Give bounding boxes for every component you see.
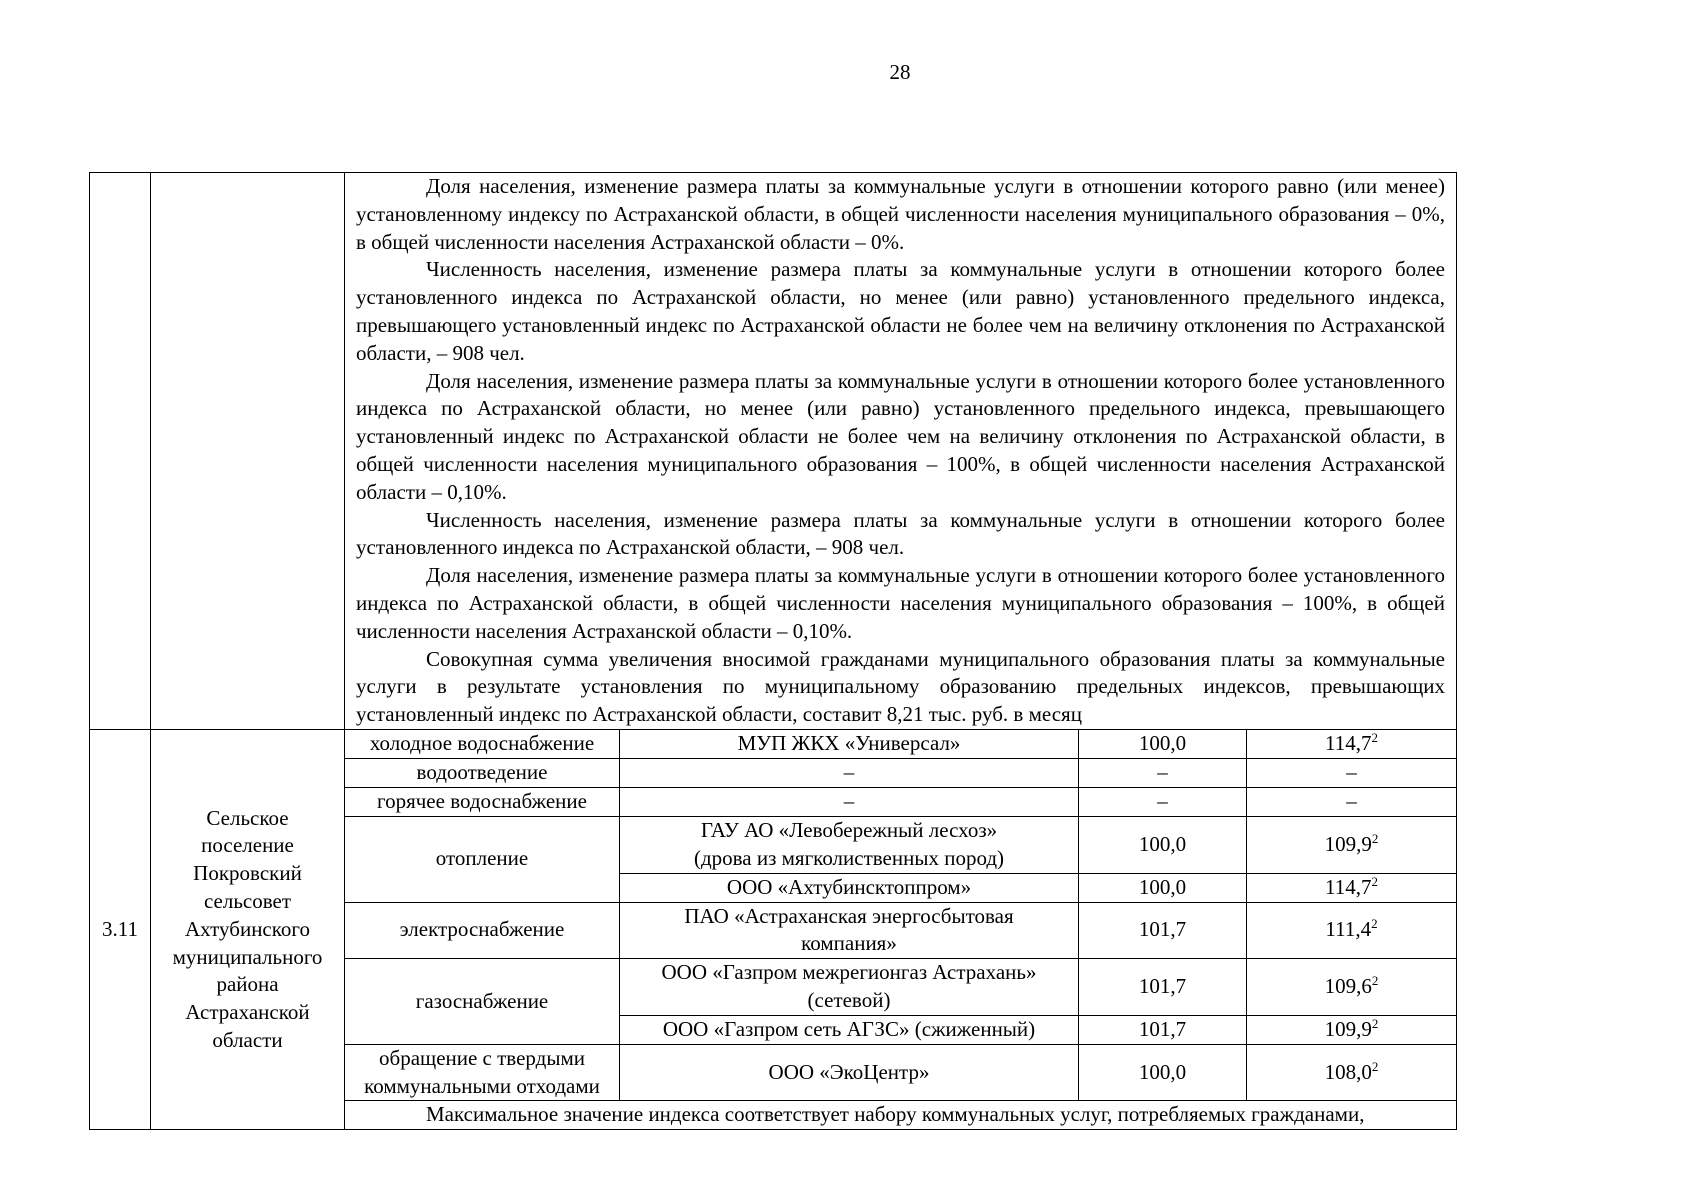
service-name: горячее водоснабжение	[345, 787, 620, 816]
conclusion-text-cell	[345, 1101, 1457, 1130]
max-index-value: 109,9	[1324, 831, 1372, 856]
max-index-value: 111,4	[1325, 917, 1372, 942]
footnote-mark: 2	[1371, 1058, 1379, 1074]
base-index: 100,0	[1079, 873, 1247, 902]
municipality-name: Сельское поселение Покровский сельсовет Ахтубинского муниципального района Астраханской области	[151, 729, 345, 1129]
max-index	[1247, 873, 1457, 902]
service-name: электроснабжение	[345, 902, 620, 959]
max-index	[1247, 1015, 1457, 1044]
service-name: водоотведение	[345, 758, 620, 787]
summary-paragraph: Совокупная сумма увеличения вносимой гражданами муниципального образования платы за коммунальные услуги в результате установления по муниципальному образованию предельных индексов, превышающих установленный индекс по Астраханской области, составит 8,21 тыс. руб. в месяц	[356, 646, 1445, 727]
max-index	[1247, 1044, 1457, 1101]
summary-paragraph: Численность населения, изменение размера платы за коммунальные услуги в отношении которого более установленного индекса по Астраханской области, но менее (или равно) установленного предельного индекса, превышающего установленный индекс по Астраханской области не более чем на величину отклонения по Астраханской области, – 908 чел.	[356, 257, 1445, 365]
provider-name: ООО «ЭкоЦентр»	[620, 1044, 1079, 1101]
table-row	[90, 729, 1457, 758]
base-index: 101,7	[1079, 959, 1247, 1016]
provider-name: ООО «Газпром сеть АГЗС» (сжиженный)	[620, 1015, 1079, 1044]
footnote-mark: 2	[1371, 1015, 1379, 1031]
service-name: холодное водоснабжение	[345, 729, 620, 758]
summary-text-cell	[345, 173, 1457, 730]
provider-name	[620, 816, 1079, 873]
max-index	[1247, 816, 1457, 873]
max-index	[1247, 902, 1457, 959]
max-index-value: 109,9	[1324, 1016, 1372, 1041]
number-cell-empty	[90, 173, 151, 730]
conclusion-paragraph: Максимальное значение индекса соответствует набору коммунальных услуг, потребляемых гражданами,	[426, 1102, 1365, 1127]
table-row-summary	[90, 173, 1457, 730]
summary-paragraph: Доля населения, изменение размера платы за коммунальные услуги в отношении которого более установленного индекса по Астраханской области, в общей численности населения муниципального образования – 100%, в общей численности населения Астраханской области – 0,10%.	[356, 563, 1445, 643]
max-index-value: 114,7	[1325, 731, 1372, 756]
max-index	[1247, 959, 1457, 1016]
service-name	[345, 1044, 620, 1101]
municipality-cell-empty	[151, 173, 345, 730]
summary-paragraph: Численность населения, изменение размера платы за коммунальные услуги в отношении которого более установленного индекса по Астраханской области, – 908 чел.	[356, 507, 1445, 560]
provider-line: ООО «Газпром межрегионгаз Астрахань»	[661, 960, 1037, 985]
provider-name	[620, 902, 1079, 959]
base-index: 100,0	[1079, 729, 1247, 758]
max-index-value: 109,6	[1324, 974, 1372, 999]
max-index	[1247, 729, 1457, 758]
provider-line: (сетевой)	[807, 987, 891, 1012]
service-name: газоснабжение	[345, 959, 620, 1045]
tariff-table	[89, 172, 1457, 1130]
base-index: –	[1079, 758, 1247, 787]
base-index: –	[1079, 787, 1247, 816]
provider-name: –	[620, 787, 1079, 816]
provider-line: (дрова из мягколиственных пород)	[693, 845, 1005, 870]
service-line: обращение с твердыми	[379, 1045, 585, 1070]
summary-paragraph: Доля населения, изменение размера платы за коммунальные услуги в отношении которого равно (или менее) установленному индексу по Астраханской области, в общей численности населения муниципального образования – 0%, в общей численности населения Астраханской области – 0%.	[356, 174, 1445, 254]
service-name: отопление	[345, 816, 620, 902]
provider-name	[620, 959, 1079, 1016]
base-index: 100,0	[1079, 816, 1247, 873]
max-index-value: 108,0	[1324, 1059, 1372, 1084]
footnote-mark: 2	[1371, 730, 1378, 746]
provider-name: –	[620, 758, 1079, 787]
max-index: –	[1247, 787, 1457, 816]
footnote-mark: 2	[1371, 916, 1378, 932]
provider-line: ГАУ АО «Левобережный лесхоз»	[700, 817, 998, 842]
max-index: –	[1247, 758, 1457, 787]
provider-line: компания»	[801, 931, 897, 956]
footnote-mark: 2	[1371, 873, 1378, 889]
summary-paragraph: Доля населения, изменение размера платы за коммунальные услуги в отношении которого более установленного индекса по Астраханской области, но менее (или равно) установленного предельного индекса, превышающего установленный индекс по Астраханской области не более чем на величину отклонения по Астраханской области, в общей численности населения муниципального образования – 100%, в общей численности населения Астраханской области – 0,10%.	[356, 368, 1445, 504]
provider-name: ООО «Ахтубинсктоппром»	[620, 873, 1079, 902]
footnote-mark: 2	[1371, 973, 1379, 989]
max-index-value: 114,7	[1325, 874, 1372, 899]
service-line: коммунальными отходами	[364, 1073, 600, 1098]
section-number: 3.11	[90, 729, 151, 1129]
footnote-mark: 2	[1371, 830, 1379, 846]
base-index: 101,7	[1079, 1015, 1247, 1044]
base-index: 100,0	[1079, 1044, 1247, 1101]
provider-name: МУП ЖКХ «Универсал»	[620, 729, 1079, 758]
page-number: 28	[889, 60, 911, 84]
base-index: 101,7	[1079, 902, 1247, 959]
provider-line: ПАО «Астраханская энергосбытовая	[684, 903, 1014, 928]
